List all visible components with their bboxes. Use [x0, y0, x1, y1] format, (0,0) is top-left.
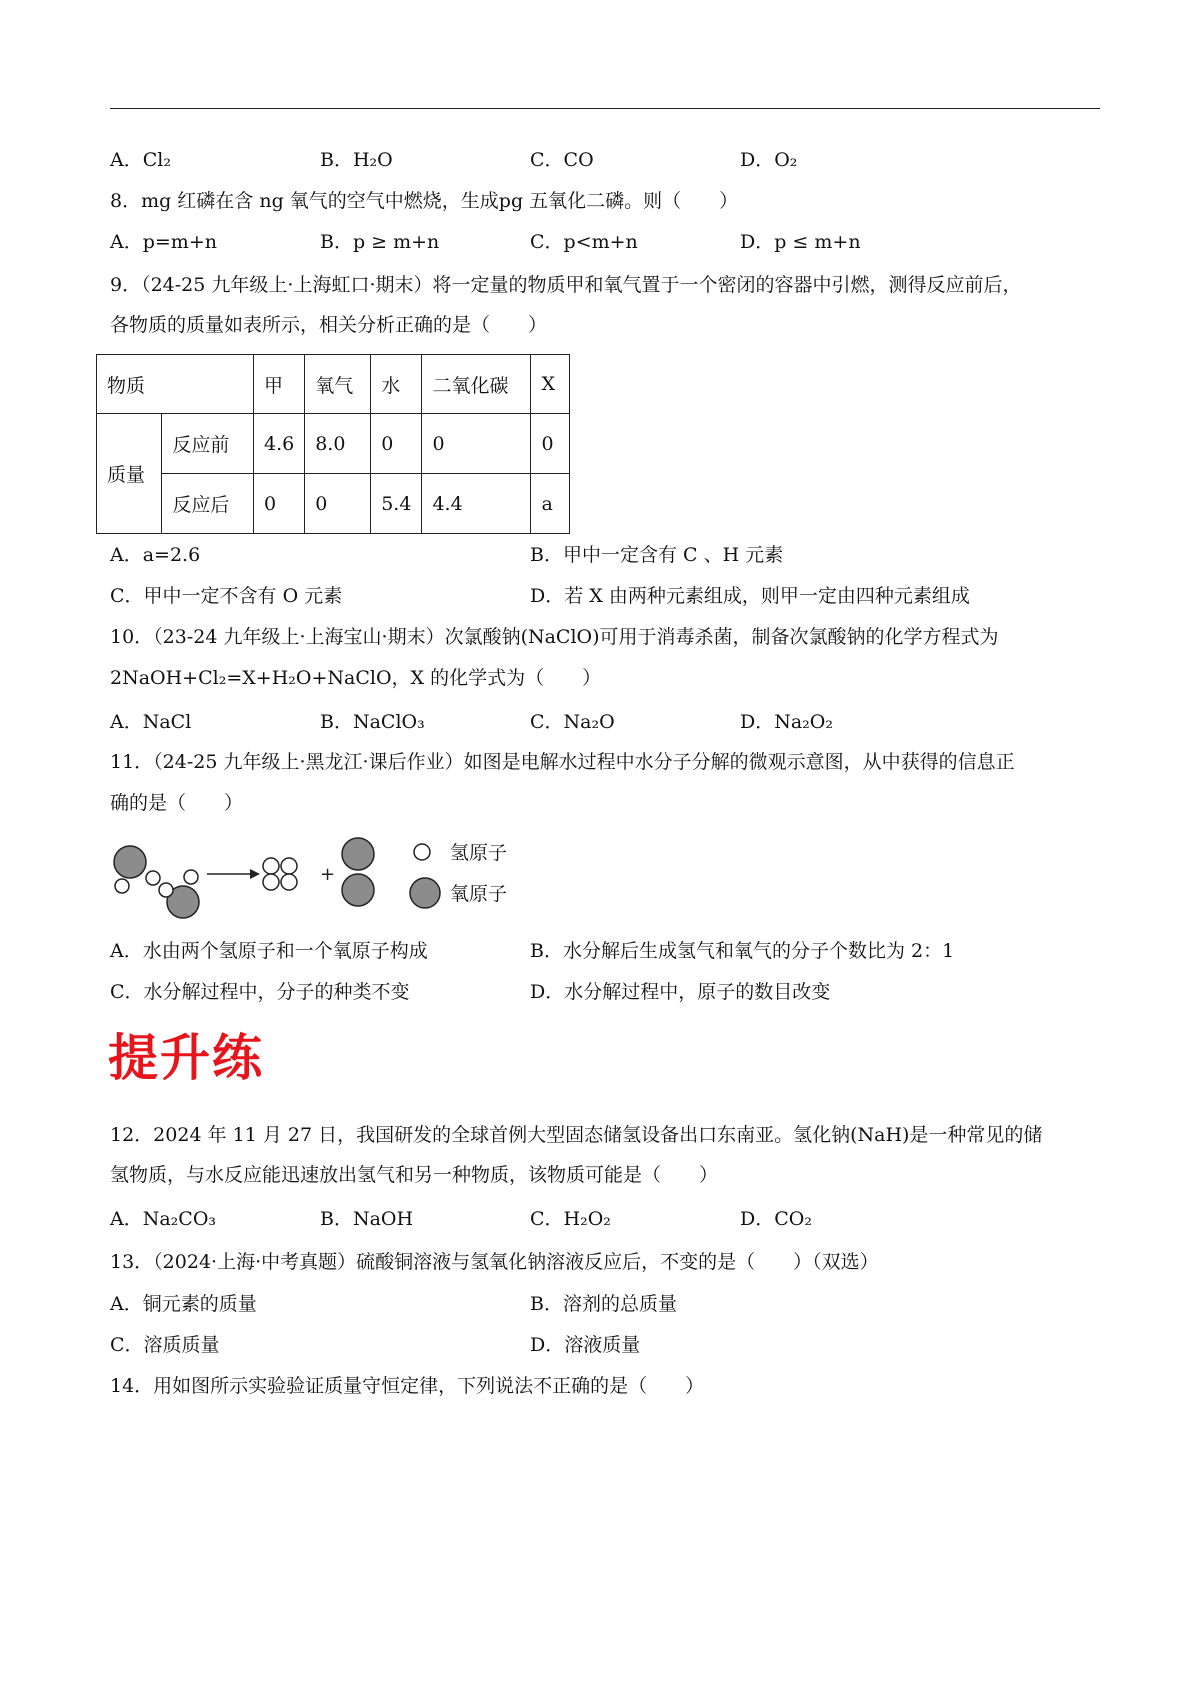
- table-cell: 4.6: [254, 414, 305, 474]
- table-header-oxygen: 氧气: [305, 355, 371, 414]
- q11-option-a: A．水由两个氢原子和一个氧原子构成: [110, 940, 428, 962]
- table-cell: 0: [254, 474, 305, 534]
- oxygen-atom: [342, 874, 374, 906]
- q12-option-d: D．CO₂: [740, 1208, 812, 1230]
- legend-hydrogen-icon: [414, 844, 430, 860]
- q10-stem-line1: 10．（23-24 九年级上·上海宝山·期末）次氯酸钠(NaClO)可用于消毒杀菌，制备次氯酸钠的化学方程式为: [110, 626, 999, 648]
- hydrogen-atom: [263, 858, 279, 874]
- q9-option-c: C．甲中一定不含有 O 元素: [110, 585, 343, 607]
- q11-stem-line2: 确的是（ ）: [110, 792, 244, 814]
- q11-stem-line1: 11．（24-25 九年级上·黑龙江·课后作业）如图是电解水过程中水分子分解的微观示意图，从中获得的信息正: [110, 751, 1015, 773]
- q8-stem: 8．mg 红磷在含 ng 氧气的空气中燃烧，生成pg 五氧化二磷。则（ ）: [110, 190, 739, 212]
- oxygen-atom: [114, 846, 146, 878]
- q8-option-d: D．p ≤ m+n: [740, 231, 861, 253]
- header-rule: [110, 108, 1100, 109]
- q10-option-c: C．Na₂O: [530, 711, 615, 733]
- table-cell: 5.4: [371, 474, 422, 534]
- table-cell: 0: [371, 414, 422, 474]
- hydrogen-atom: [281, 858, 297, 874]
- q12-stem-line2: 氢物质，与水反应能迅速放出氢气和另一种物质，该物质可能是（ ）: [110, 1164, 719, 1186]
- table-row-label-after: 反应后: [162, 474, 254, 534]
- q8-option-c: C．p<m+n: [530, 231, 638, 253]
- q10-option-b: B．NaClO₃: [320, 711, 425, 733]
- q10-stem-line2: 2NaOH+Cl₂=X+H₂O+NaClO，X 的化学式为（ ）: [110, 667, 602, 689]
- q12-stem-line1: 12．2024 年 11 月 27 日，我国研发的全球首例大型固态储氢设备出口东南亚。氢化钠(NaH)是一种常见的储: [110, 1124, 1043, 1146]
- table-cell: 0: [531, 414, 570, 474]
- table-cell: 0: [422, 414, 531, 474]
- q7-option-d: D．O₂: [740, 149, 798, 171]
- table-cell: 0: [305, 474, 371, 534]
- legend-hydrogen-label: 氢原子: [450, 842, 508, 864]
- table-cell: 8.0: [305, 414, 371, 474]
- water-electrolysis-diagram: [110, 820, 570, 920]
- section-title: 提升练: [108, 1029, 264, 1087]
- q9-stem-line2: 各物质的质量如表所示，相关分析正确的是（ ）: [110, 314, 548, 336]
- plus-sign: +: [320, 864, 336, 885]
- table-header-x: X: [531, 355, 570, 414]
- q8-option-a: A．p=m+n: [110, 231, 217, 253]
- q12-option-a: A．Na₂CO₃: [110, 1208, 217, 1230]
- q10-option-a: A．NaCl: [110, 711, 192, 733]
- q11-option-b: B．水分解后生成氢气和氧气的分子个数比为 2：1: [530, 940, 955, 962]
- table-cell: a: [531, 474, 570, 534]
- table-header-water: 水: [371, 355, 422, 414]
- q14-stem: 14．用如图所示实验验证质量守恒定律，下列说法不正确的是（ ）: [110, 1375, 705, 1397]
- oxygen-atom: [342, 838, 374, 870]
- q8-option-b: B．p ≥ m+n: [320, 231, 440, 253]
- hydrogen-atom: [115, 879, 129, 893]
- q13-option-b: B．溶剂的总质量: [530, 1293, 677, 1315]
- q7-option-b: B．H₂O: [320, 149, 393, 171]
- q9-mass-table: [96, 354, 570, 534]
- legend-oxygen-icon: [410, 878, 440, 908]
- arrow-head-icon: [250, 869, 260, 879]
- q13-stem: 13．（2024·上海·中考真题）硫酸铜溶液与氢氧化钠溶液反应后，不变的是（ ）（双选）: [110, 1251, 879, 1273]
- q7-option-a: A．Cl₂: [110, 149, 171, 171]
- hydrogen-atom: [146, 871, 160, 885]
- q7-option-c: C．CO: [530, 149, 594, 171]
- q12-option-c: C．H₂O₂: [530, 1208, 611, 1230]
- table-header-co2: 二氧化碳: [422, 355, 531, 414]
- q11-option-d: D．水分解过程中，原子的数目改变: [530, 981, 831, 1003]
- q9-option-a: A．a=2.6: [110, 544, 201, 566]
- q13-option-a: A．铜元素的质量: [110, 1293, 257, 1315]
- q9-stem-line1: 9．（24-25 九年级上·上海虹口·期末）将一定量的物质甲和氧气置于一个密闭的容器中引燃，测得反应前后，: [110, 274, 1022, 296]
- table-header-jia: 甲: [254, 355, 305, 414]
- table-row-label-before: 反应前: [162, 414, 254, 474]
- hydrogen-atom: [281, 874, 297, 890]
- hydrogen-atom: [263, 874, 279, 890]
- table-mass-label: 质量: [97, 414, 162, 534]
- legend-oxygen-label: 氧原子: [450, 883, 508, 905]
- q10-option-d: D．Na₂O₂: [740, 711, 833, 733]
- hydrogen-atom: [159, 883, 173, 897]
- hydrogen-atom: [184, 870, 198, 884]
- table-header-substance: 物质: [97, 355, 254, 414]
- q13-option-d: D．溶液质量: [530, 1334, 641, 1356]
- table-cell: 4.4: [422, 474, 531, 534]
- q11-option-c: C．水分解过程中，分子的种类不变: [110, 981, 410, 1003]
- q12-option-b: B．NaOH: [320, 1208, 414, 1230]
- q9-option-d: D．若 X 由两种元素组成，则甲一定由四种元素组成: [530, 585, 970, 607]
- q13-option-c: C．溶质质量: [110, 1334, 220, 1356]
- q9-option-b: B．甲中一定含有 C 、H 元素: [530, 544, 784, 566]
